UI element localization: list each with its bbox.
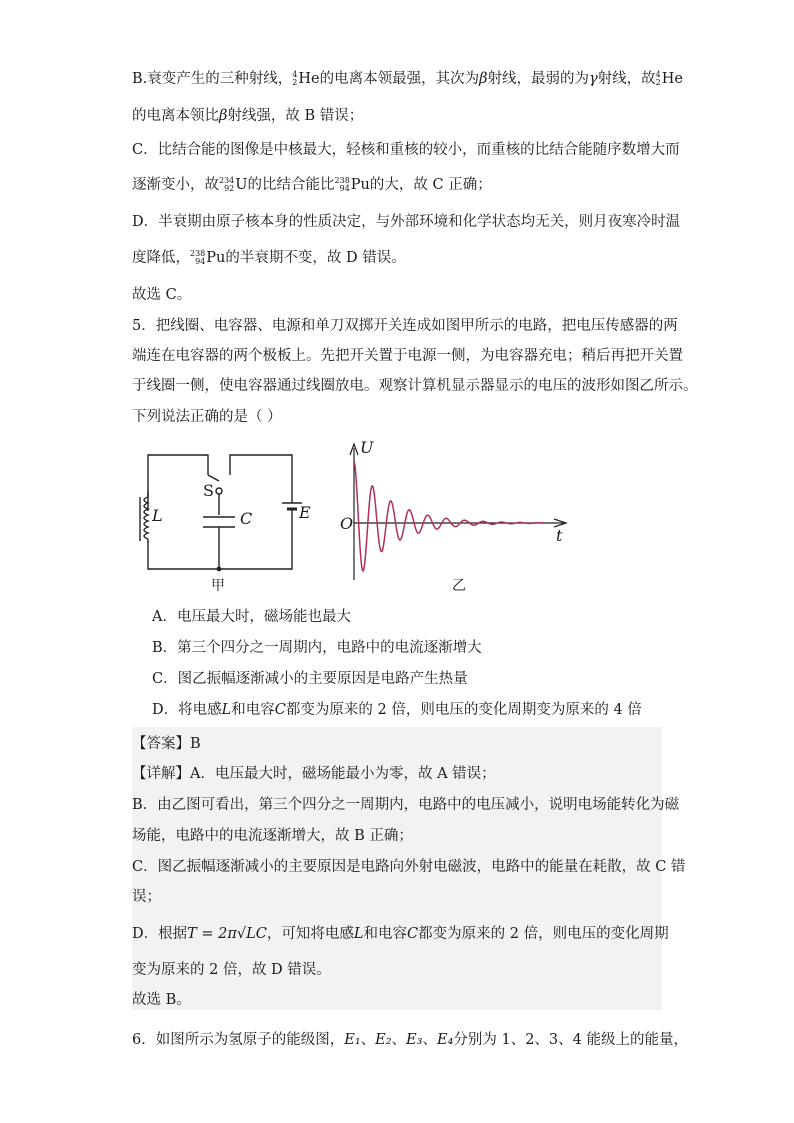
- axis-t-label: t: [556, 526, 563, 545]
- detail-b-line1: B．由乙图可看出，第三个四分之一周期内，电路中的电压减小，说明电场能转化为磁: [132, 797, 680, 813]
- detail-d-line2: 变为原来的 2 倍，故 D 错误。: [132, 962, 331, 978]
- option-a: A．电压最大时，磁场能也最大: [152, 609, 351, 625]
- answer-label: 【答案】B: [132, 736, 201, 752]
- pu-isotope-notation: 238 94: [334, 176, 350, 193]
- period-formula: T = 2π√LC: [187, 926, 267, 942]
- option-c: C．图乙振幅逐渐减小的主要原因是电路产生热量: [152, 671, 468, 687]
- option-b: B．第三个四分之一周期内，电路中的电流逐渐增大: [152, 640, 482, 656]
- q4-b-line1: B.衰变产生的三种射线， 4 2 He的电离本领最强，其次为β射线，最弱的为γ射线，故 4 2 He: [132, 70, 683, 87]
- q4-conclusion: 故选 C。: [132, 287, 192, 303]
- detail-c-line2: 误；: [132, 889, 161, 905]
- q6-stem: 6．如图所示为氢原子的能级图，E₁、E₂、E₃、E₄分别为 1、2、3、4 能级上的能量，: [132, 1032, 688, 1048]
- axis-u-label: U: [360, 438, 374, 457]
- label-l: L: [152, 506, 163, 525]
- q5-stem-line1: 5．把线圈、电容器、电源和单刀双掷开关连成如图甲所示的电路，把电压传感器的两: [132, 318, 678, 334]
- damped-voltage-waveform: [336, 440, 576, 585]
- q4-b-line2: 的电离本领比β射线强，故 B 错误；: [132, 108, 364, 124]
- q4-d-line1: D．半衰期由原子核本身的性质决定，与外部环境和化学状态均无关，则月夜寒冷时温: [132, 214, 681, 230]
- option-d: D．将电感L和电容C都变为原来的 2 倍，则电压的变化周期变为原来的 4 倍: [152, 702, 642, 718]
- answer-conclusion: 故选 B。: [132, 992, 191, 1008]
- q4-c-line2: 逐渐变小，故 234 92 U的比结合能比 238 94 Pu的大，故 C 正确；: [132, 176, 492, 193]
- label-s: S: [203, 481, 214, 500]
- figure-yi-caption: 乙: [452, 578, 466, 594]
- origin-label: O: [340, 514, 354, 533]
- u-isotope-notation: 234 92: [219, 176, 235, 193]
- he-isotope-notation: 4 2: [292, 70, 298, 87]
- detail-a: 【详解】A．电压最大时，磁场能最小为零，故 A 错误；: [132, 766, 496, 782]
- q5-stem-line3: 于线圈一侧，使电容器通过线圈放电。观察计算机显示器显示的电压的波形如图乙所示。: [132, 378, 698, 394]
- label-c: C: [240, 509, 253, 528]
- label-e: E: [299, 503, 311, 522]
- q5-stem-line4: 下列说法正确的是（ ）: [132, 409, 282, 425]
- q4-c-line1: C．比结合能的图像是中核最大，轻核和重核的较小，而重核的比结合能随序数增大而: [132, 142, 680, 158]
- q4-d-line2: 度降低， 238 94 Pu的半衰期不变，故 D 错误。: [132, 249, 406, 266]
- detail-b-line2: 场能，电路中的电流逐渐增大，故 B 正确；: [132, 828, 413, 844]
- figure-jia-caption: 甲: [211, 578, 225, 594]
- detail-c-line1: C．图乙振幅逐渐减小的主要原因是电路向外射电磁波，电路中的能量在耗散，故 C 错: [132, 859, 686, 875]
- detail-d-line1: D．根据T = 2π√LC，可知将电感L和电容C都变为原来的 2 倍，则电压的变化周期: [132, 926, 669, 942]
- q5-stem-line2: 端连在电容器的两个极板上。先把开关置于电源一侧，为电容器充电；稍后再把开关置: [132, 348, 683, 364]
